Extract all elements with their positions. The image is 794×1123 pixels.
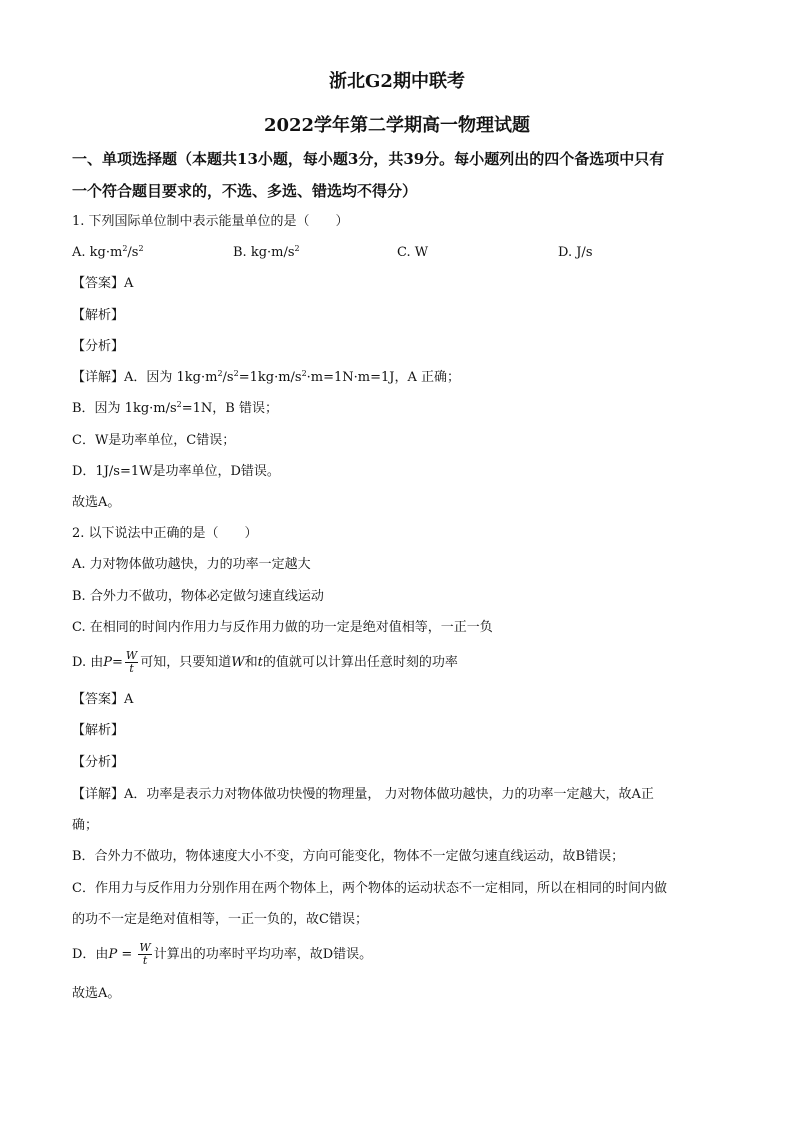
- q2-answer: 【答案】A: [72, 692, 134, 707]
- q2-detail-c-line2: 的功不一定是绝对值相等，一正一负的，故C错误；: [72, 912, 368, 927]
- q1-option-c: C. W: [397, 245, 429, 260]
- q2-conclusion: 故选A。: [72, 986, 121, 1001]
- q2-detail-b: B．合外力不做功，物体速度大小不变，方向可能变化，物体不一定做匀速直线运动，故B错误；: [72, 849, 625, 864]
- q2-fenxi-label: 【分析】: [72, 755, 125, 770]
- section-heading-line2: 一个符合题目要求的，不选、多选、错选均不得分）: [72, 182, 418, 200]
- q1-detail-c: C．W是功率单位，C错误；: [72, 433, 236, 448]
- power-formula-fraction: $\frac{W}{t}$: [125, 649, 138, 675]
- q2-option-d: D. 由P= $\frac{W}{t}$ 可知，只要知道W和t的值就可以计算出任意时刻的功率: [72, 649, 458, 675]
- q1-option-a: A. $kg\cdot m^2/s^2$: [72, 244, 144, 260]
- exam-title: 浙北G2期中联考: [329, 71, 465, 92]
- q2-detail-a-line2: 确；: [72, 818, 99, 833]
- exam-subtitle: 2022学年第二学期高一物理试题: [263, 115, 531, 136]
- q2-option-b: B. 合外力不做功，物体必定做匀速直线运动: [72, 589, 324, 604]
- q1-answer: 【答案】A: [72, 276, 134, 291]
- average-power-fraction: $\frac{W}{t}$: [139, 941, 151, 967]
- q2-detail-c-line1: C．作用力与反作用力分别作用在两个物体上，两个物体的运动状态不一定相同，所以在相同的时间内做: [72, 881, 667, 896]
- q2-detail-a-line1: 【详解】A．功率是表示力对物体做功快慢的物理量， 力对物体做功越快，力的功率一定越大，故A正: [72, 787, 654, 802]
- q1-fenxi-label: 【分析】: [72, 339, 125, 354]
- q2-detail-d: D．由P = $\frac{W}{t}$ 计算出的功率时平均功率，故D错误。: [72, 941, 373, 967]
- q1-option-d: D. J/s: [558, 245, 593, 260]
- q1-detail-b: B．因为 $1kg\cdot m/s^2=1N$，B 错误；: [72, 400, 278, 416]
- section-heading-line1: 一、单项选择题（本题共13小题，每小题3分，共39分。每小题列出的四个备选项中只有: [72, 150, 665, 168]
- q1-analysis-label: 【解析】: [72, 308, 125, 323]
- q1-stem: 1. 下列国际单位制中表示能量单位的是（ ）: [72, 214, 349, 229]
- q1-conclusion: 故选A。: [72, 495, 121, 510]
- q2-option-c: C. 在相同的时间内作用力与反作用力做的功一定是绝对值相等，一正一负: [72, 620, 493, 635]
- q1-option-b: B. $kg\cdot m/s^2$: [233, 244, 300, 260]
- q1-detail-a: 【详解】A．因为 $1kg\cdot m^2/s^2=1kg\cdot m/s^2\cdot m=1N\cdot m=1J$，A 正确；: [72, 369, 461, 385]
- q2-analysis-label: 【解析】: [72, 723, 125, 738]
- q2-stem: 2. 以下说法中正确的是（ ）: [72, 526, 258, 541]
- q2-option-a: A. 力对物体做功越快，力的功率一定越大: [72, 557, 311, 572]
- q1-detail-d: D．1J/s=1W是功率单位，D错误。: [72, 464, 280, 479]
